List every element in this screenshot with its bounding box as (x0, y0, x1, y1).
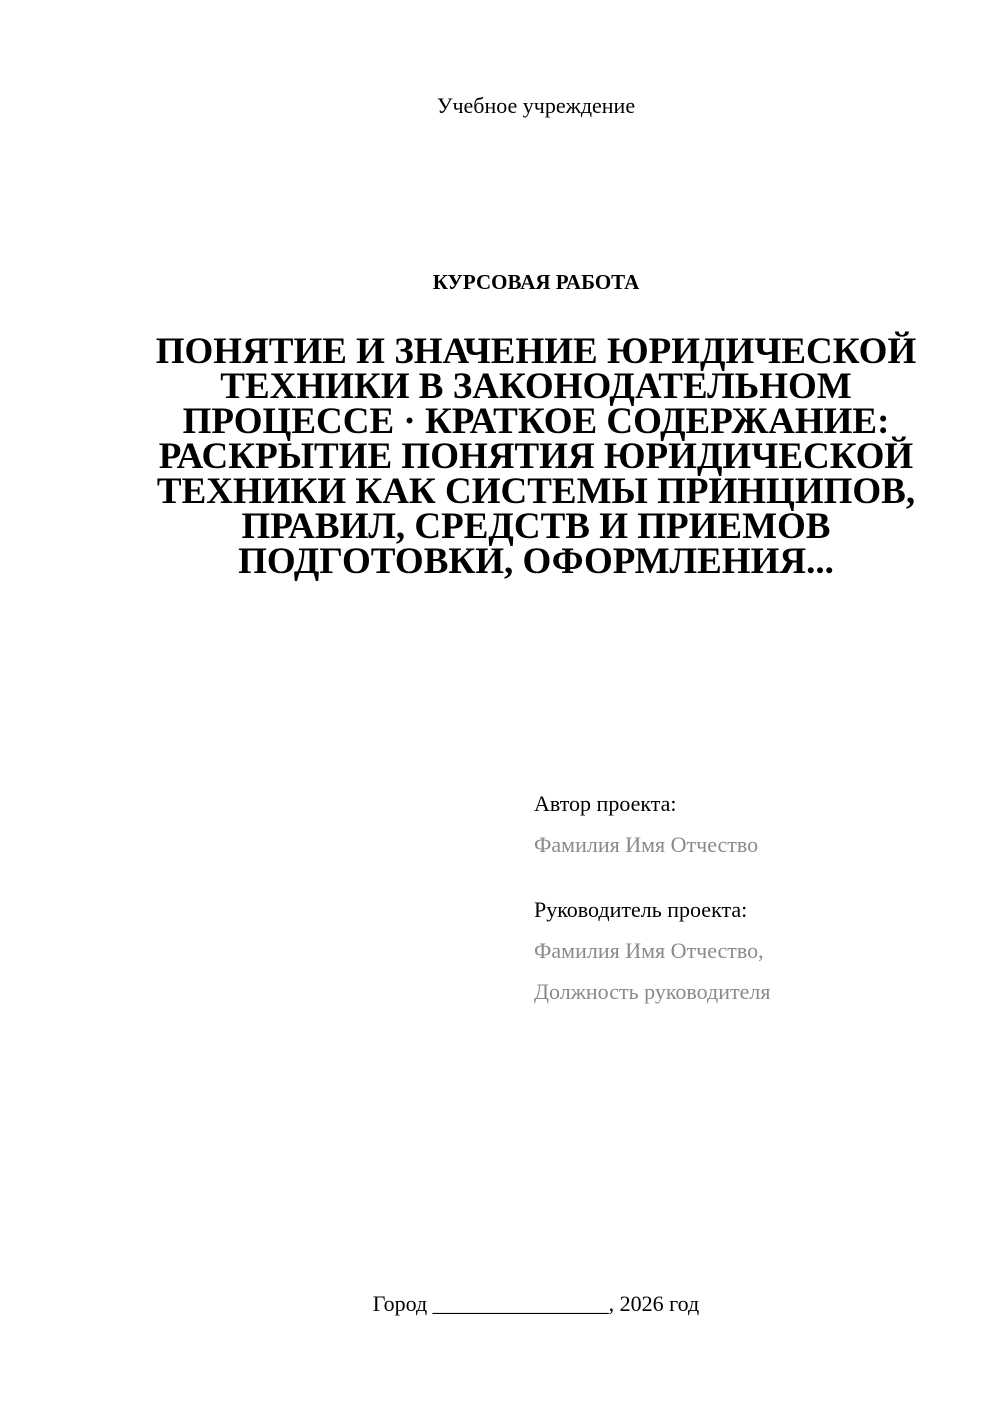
supervisor-position: Должность руководителя (534, 979, 771, 1004)
work-type-heading: КУРСОВАЯ РАБОТА (432, 270, 640, 294)
work-title: ПОНЯТИЕ И ЗНАЧЕНИЕ ЮРИДИЧЕСКОЙ ТЕХНИКИ В ЗАКОНОДАТЕЛЬНОМ ПРОЦЕССЕ · КРАТКОЕ СОДЕРЖАНИЕ: РАСКРЫТИЕ ПОНЯТИЯ ЮРИДИЧЕСКОЙ ТЕХНИКИ КАК СИСТЕМЫ ПРИНЦИПОВ, ПРАВИЛ, СРЕДСТВ И ПРИЕМОВ ПОДГОТОВКИ, ОФОРМЛЕНИЯ... (155, 331, 917, 582)
author-name: Фамилия Имя Отчество (534, 832, 759, 857)
institution-name: Учебное учреждение (436, 93, 636, 118)
city-year-footer: Город ________________, 2026 год (372, 1291, 700, 1316)
author-block (534, 790, 974, 859)
author-label: Автор проекта: (534, 791, 677, 816)
supervisor-label: Руководитель проекта: (534, 897, 748, 922)
supervisor-name: Фамилия Имя Отчество, (534, 938, 764, 963)
supervisor-block (534, 896, 974, 1006)
